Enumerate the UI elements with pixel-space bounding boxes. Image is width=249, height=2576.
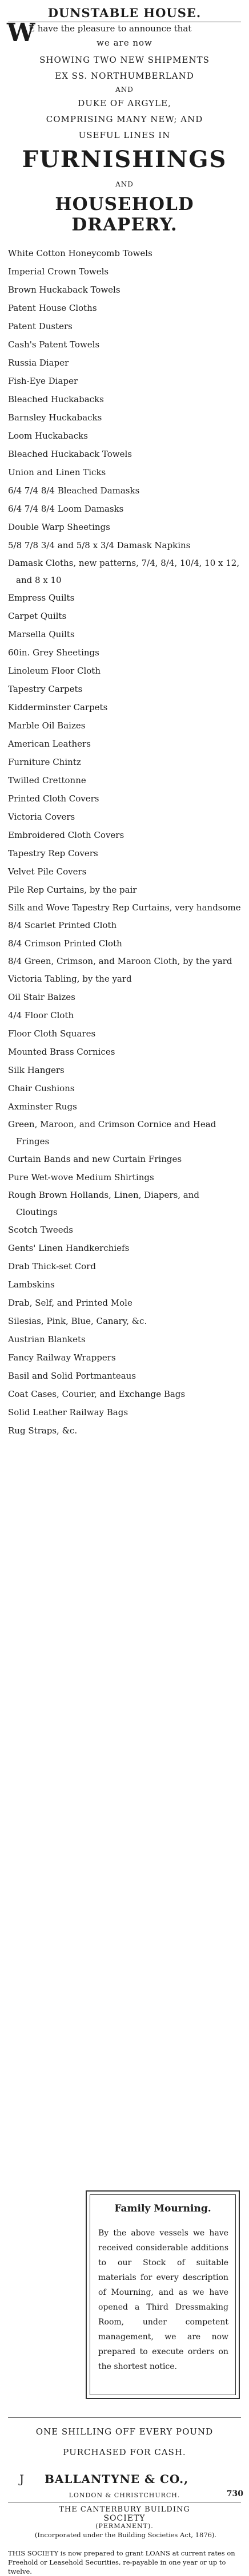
intro-ship2-line: DUKE OF ARGYLE, <box>78 98 171 108</box>
intro-and-line: AND <box>115 86 134 94</box>
goods-list-item: Green, Maroon, and Crimson Cornice and Head Fringes <box>8 1119 216 1147</box>
goods-list-item: Scotch Tweeds <box>8 1225 73 1235</box>
footer-discount-line: ONE SHILLING OFF EVERY POUND <box>35 2427 214 2437</box>
goods-list-item: Loom Huckabacks <box>8 431 88 441</box>
goods-list-item: Printed Cloth Covers <box>8 793 99 804</box>
goods-list-item: Kidderminster Carpets <box>8 702 108 712</box>
ad-code: 730 <box>226 2489 243 2498</box>
masthead-title: DUNSTABLE HOUSE. <box>47 6 202 20</box>
goods-list-item: Patent Dusters <box>8 321 73 331</box>
goods-list-item: Barnsley Huckabacks <box>8 412 102 423</box>
headline-furnishings: FURNISHINGS <box>22 146 227 173</box>
notice-body: By the above vessels we have received considerable additions to our Stock of suitable materials for every description of Mourning, and as we have opened a Third Dressmaking Room, under competent management, we are now prepared to execute orders on the shortest notice. <box>98 2229 228 2371</box>
society-permanent: (PERMANENT). <box>95 2522 154 2530</box>
intro-first-line: E have the pleasure to announce that <box>29 23 192 34</box>
goods-list-item: 60in. Grey Sheetings <box>8 647 99 658</box>
goods-list-item: White Cotton Honeycomb Towels <box>8 248 152 258</box>
goods-list-item: Solid Leather Railway Bags <box>8 1407 128 1417</box>
firm-name: BALLANTYNE & CO., <box>45 2472 189 2486</box>
intro-ship-line: EX SS. NORTHUMBERLAND <box>55 71 194 81</box>
goods-list-item: Silk and Wove Tapestry Rep Curtains, very handsome <box>8 902 241 913</box>
goods-list-item: Mounted Brass Cornices <box>8 1047 115 1057</box>
notice-title: Family Mourning. <box>114 2203 211 2214</box>
society-incorporation: (Incorporated under the Building Societies Act, 1876). <box>34 2531 217 2539</box>
goods-list-item: Patent House Cloths <box>8 303 97 313</box>
goods-list-item: Rug Straps, &c. <box>8 1425 78 1436</box>
footer-cash-line: PURCHASED FOR CASH. <box>63 2447 186 2457</box>
goods-list-item: Drab, Self, and Printed Mole <box>8 1298 132 1308</box>
goods-list-item: Furniture Chintz <box>8 757 81 767</box>
goods-list-item: Damask Cloths, new patterns, 7/4, 8/4, 10/4, 10 x 12, and 8 x 10 <box>8 558 240 585</box>
goods-list-item: Marsella Quilts <box>8 629 75 639</box>
goods-list-item: 4/4 Floor Cloth <box>8 1010 74 1020</box>
goods-list-item: Brown Huckaback Towels <box>8 285 121 295</box>
goods-list-item: Velvet Pile Covers <box>8 866 87 877</box>
goods-list-item: Coat Cases, Courier, and Exchange Bags <box>8 1389 186 1399</box>
intro-second-line: we are now <box>97 38 152 48</box>
goods-list-item: Pure Wet-wove Medium Shirtings <box>8 1172 154 1182</box>
firm-location: LONDON & CHRISTCHURCH. <box>69 2492 180 2499</box>
goods-list-item: Fish-Eye Diaper <box>8 376 78 386</box>
goods-list-item: Drab Thick-set Cord <box>8 1261 96 1271</box>
goods-list-item: Curtain Bands and new Curtain Fringes <box>8 1154 182 1164</box>
society-name-2: SOCIETY <box>103 2514 146 2523</box>
goods-list-item: Empress Quilts <box>8 593 75 603</box>
goods-list-item: 8/4 Crimson Printed Cloth <box>8 938 122 949</box>
headline-household-drapery: HOUSEHOLD DRAPERY. <box>55 194 194 235</box>
goods-list-item: 8/4 Green, Crimson, and Maroon Cloth, by the yard <box>8 956 232 966</box>
goods-list-item: Lambskins <box>8 1279 55 1290</box>
goods-list-item: Pile Rep Curtains, by the pair <box>8 885 137 895</box>
intro-useful-line: USEFUL LINES IN <box>78 130 171 140</box>
goods-list-item: 6/4 7/4 8/4 Bleached Damasks <box>8 485 140 496</box>
goods-list-item: American Leathers <box>8 739 91 749</box>
goods-list-item: Bleached Huckabacks <box>8 394 104 404</box>
goods-list-item: Linoleum Floor Cloth <box>8 666 101 676</box>
goods-list-item: Imperial Crown Towels <box>8 266 109 277</box>
goods-list-item: Tapestry Carpets <box>8 684 83 694</box>
intro-comprising-line: COMPRISING MANY NEW; AND <box>46 114 203 124</box>
goods-list-item: Victoria Covers <box>8 812 75 822</box>
goods-list-item: Cash's Patent Towels <box>8 339 100 350</box>
goods-list-item: Carpet Quilts <box>8 611 67 621</box>
goods-list-item: Silesias, Pink, Blue, Canary, &c. <box>8 1316 147 1326</box>
goods-list-item: Chair Cushions <box>8 1083 75 1093</box>
goods-list-item: Basil and Solid Portmanteaus <box>8 1371 136 1381</box>
goods-list-item: 6/4 7/4 8/4 Loom Damasks <box>8 504 124 514</box>
goods-list-item: Fancy Railway Wrappers <box>8 1352 116 1363</box>
goods-list-item: Austrian Blankets <box>8 1334 86 1344</box>
footer-rule-top <box>8 2417 241 2418</box>
goods-list-item: 8/4 Scarlet Printed Cloth <box>8 920 117 930</box>
goods-list-item: Victoria Tabling, by the yard <box>8 974 132 984</box>
goods-list-item: Double Warp Sheetings <box>8 522 110 532</box>
society-name: THE CANTERBURY BUILDING <box>59 2505 190 2514</box>
intro-shipments-line: SHOWING TWO NEW SHIPMENTS <box>39 55 210 65</box>
goods-list-item: Gents' Linen Handkerchiefs <box>8 1243 130 1253</box>
goods-list-item: Rough Brown Hollands, Linen, Diapers, and Cloutings <box>8 1190 200 1217</box>
headline-and: AND <box>115 180 134 188</box>
goods-list-item: 5/8 7/8 3/4 and 5/8 x 3/4 Damask Napkins <box>8 540 191 550</box>
goods-list-item: Marble Oil Baizes <box>8 720 86 731</box>
goods-list-item: Floor Cloth Squares <box>8 1028 96 1039</box>
goods-list-item: Twilled Crettonne <box>8 775 86 785</box>
firm-mark: J <box>19 2472 25 2486</box>
drop-cap: W <box>7 18 35 47</box>
society-loans-paragraph: THIS SOCIETY is now prepared to grant LOANS at current rates on Freehold or Leasehold Securities, re-payable in one year or up to twelve. <box>8 2549 235 2575</box>
goods-list-item: Axminster Rugs <box>8 1101 77 1112</box>
goods-list-item: Embroidered Cloth Covers <box>8 830 124 840</box>
goods-list <box>8 244 243 1440</box>
goods-list-item: Tapestry Rep Covers <box>8 848 98 858</box>
goods-list-item: Bleached Huckaback Towels <box>8 449 132 459</box>
goods-list-item: Oil Stair Baizes <box>8 992 75 1002</box>
goods-list-item: Silk Hangers <box>8 1065 65 1075</box>
notice-box <box>86 2190 240 2399</box>
goods-list-item: Russia Diaper <box>8 358 69 368</box>
notice-box-inner-rule <box>90 2194 236 2395</box>
goods-list-item: Union and Linen Ticks <box>8 467 106 477</box>
